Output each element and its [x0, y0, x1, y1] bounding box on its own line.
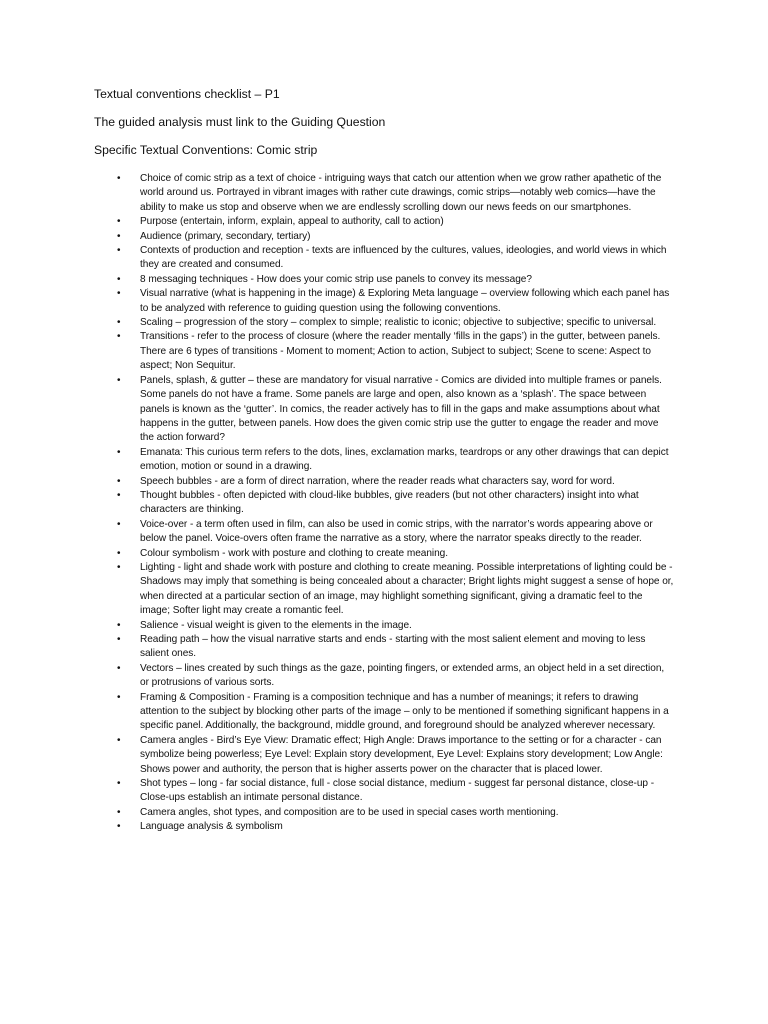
list-item: [94, 734, 674, 777]
bullet-icon: •: [117, 489, 121, 501]
list-item-text: Transitions - refer to the process of closure (where the reader mentally ‘fills in the gaps’) in the gutter, between panels. There are 6 types of transitions - Moment to moment; Action to action, Subject to subject; Scene to scene: Aspect to aspect; Non Sequitur.: [140, 331, 661, 372]
bullet-icon: •: [117, 778, 121, 790]
list-item-text: Visual narrative (what is happening in the image) & Exploring Meta language – overview following which each panel has to be analyzed with reference to guiding question using the following conventions.: [140, 288, 670, 314]
bullet-icon: •: [117, 561, 121, 573]
list-item: [94, 518, 674, 547]
list-item-text: Framing & Composition - Framing is a composition technique and has a number of meanings; it refers to drawing attention to the subject by blocking other parts of the image – only to be mentioned if something significant happens in a specific panel. Additionally, the background, middle ground, and foreground should be analyzed wherever necessary.: [140, 691, 669, 732]
bullet-icon: •: [117, 446, 121, 458]
bullet-icon: •: [117, 273, 121, 285]
list-item: [94, 489, 674, 518]
list-item: [94, 806, 674, 820]
list-item-text: Shot types – long - far social distance, full - close social distance, medium - suggest far personal distance, close-up - Close-ups establish an intimate personal distance.: [140, 778, 655, 804]
list-item: [94, 547, 674, 561]
document-subtitle: The guided analysis must link to the Guiding Question: [94, 115, 386, 129]
list-item: [94, 820, 674, 834]
list-item: [94, 633, 674, 662]
list-item-text: Lighting - light and shade work with posture and clothing to create meaning. Possible interpretations of lighting could be - Shadows may imply that something is being concealed about a character; Bright lights might suggest a sense of hope or, when directed at a particular section of an image, may highlight something significant, giving a dramatic feel to the image; Softer light may create a romantic feel.: [140, 561, 674, 617]
list-item: [94, 330, 674, 373]
list-item-text: Thought bubbles - often depicted with cloud-like bubbles, give readers (but not other characters) insight into what characters are thinking.: [140, 489, 639, 516]
list-item: [94, 446, 674, 475]
list-item-text: Language analysis & symbolism: [140, 821, 283, 833]
list-item-text: Vectors – lines created by such things as the gaze, pointing fingers, or extended arms, an object held in a set direction, or protrusions of various sorts.: [140, 662, 665, 689]
bullet-icon: •: [117, 634, 121, 645]
bullet-icon: •: [117, 619, 121, 631]
bullet-icon: •: [117, 821, 121, 833]
bullet-icon: •: [117, 806, 121, 818]
bullet-icon: •: [117, 216, 121, 228]
list-item: [94, 691, 674, 734]
list-item-text: Panels, splash, & gutter – these are mandatory for visual narrative - Comics are divided into multiple frames or panels. Some panels do not have a frame. Some panels are large and open, also known as a ‘splash’. The space between panels is known as the ‘gutter’. In comics, the reader actively has to fill in the gaps and make assumptions about what happens in the gutter, between panels. How does the given comic strip use the gutter to engage the reader and move the action forward?: [140, 374, 662, 444]
bullet-icon: •: [117, 475, 121, 487]
list-item-text: Voice-over - a term often used in film, can also be used in comic strips, with the narrator’s words appearing above or below the panel. Voice-overs often frame the narrative as a story, where the narrator speaks directly to the reader.: [140, 518, 653, 545]
document-title: Textual conventions checklist – P1: [94, 87, 280, 101]
list-item: [94, 777, 674, 806]
bullet-icon: •: [117, 662, 121, 674]
list-item-text: Audience (primary, secondary, tertiary): [140, 230, 311, 242]
conventions-list: [94, 172, 674, 835]
bullet-icon: •: [117, 245, 121, 257]
list-item-text: Colour symbolism - work with posture and clothing to create meaning.: [140, 547, 448, 559]
list-item-text: Speech bubbles - are a form of direct narration, where the reader reads what characters say, word for word.: [140, 475, 615, 487]
list-item-text: Emanata: This curious term refers to the dots, lines, exclamation marks, teardrops or any other drawings that can depict emotion, motion or sound in a drawing.: [140, 446, 669, 473]
bullet-icon: •: [117, 331, 121, 343]
list-item: [94, 662, 674, 691]
list-item: [94, 561, 674, 619]
list-item-text: 8 messaging techniques - How does your comic strip use panels to convey its message?: [140, 273, 532, 285]
list-item: [94, 316, 674, 330]
list-item: [94, 475, 674, 489]
bullet-icon: •: [117, 691, 121, 703]
section-heading: Specific Textual Conventions: Comic strip: [94, 143, 318, 157]
list-item: [94, 244, 674, 273]
list-item-text: Contexts of production and reception - texts are influenced by the cultures, values, ideologies, and world views in which they are created and consumed.: [140, 245, 667, 271]
bullet-icon: •: [117, 288, 121, 300]
bullet-icon: •: [117, 374, 121, 386]
list-item: [94, 230, 674, 244]
list-item-text: Camera angles, shot types, and composition are to be used in special cases worth mentioning.: [140, 806, 559, 818]
list-item-text: Purpose (entertain, inform, explain, appeal to authority, call to action): [140, 216, 444, 228]
list-item-text: Salience - visual weight is given to the elements in the image.: [140, 619, 412, 631]
bullet-icon: •: [117, 317, 121, 329]
list-item: [94, 374, 674, 446]
bullet-icon: •: [117, 734, 121, 746]
list-item: [94, 172, 674, 215]
list-item-text: Reading path – how the visual narrative starts and ends - starting with the most salient element and moving to less salient ones.: [140, 634, 646, 660]
list-item: [94, 287, 674, 316]
list-item: [94, 215, 674, 229]
bullet-icon: •: [117, 230, 121, 242]
bullet-icon: •: [117, 518, 121, 530]
bullet-icon: •: [117, 173, 121, 184]
bullet-icon: •: [117, 547, 121, 559]
list-item-text: Camera angles - Bird’s Eye View: Dramatic effect; High Angle: Draws importance to the setting or for a character - can symbolize being powerless; Eye Level: Explain story development, Eye Level: Explains story development; Low Angle: Shows power and authority, the person that is higher asserts power on the character that is placed lower.: [140, 734, 663, 775]
list-item: [94, 619, 674, 633]
list-item-text: Choice of comic strip as a text of choice - intriguing ways that catch our attention when we grow rather apathetic of the world around us. Portrayed in vibrant images with rather cute drawings, comic strips—notably web comics—have the ability to make us stop and observe when we are endlessly scrolling down our news feeds on our smartphones.: [140, 173, 662, 213]
list-item-text: Scaling – progression of the story – complex to simple; realistic to iconic; objective to subjective; specific to universal.: [140, 317, 657, 329]
list-item: [94, 273, 674, 287]
